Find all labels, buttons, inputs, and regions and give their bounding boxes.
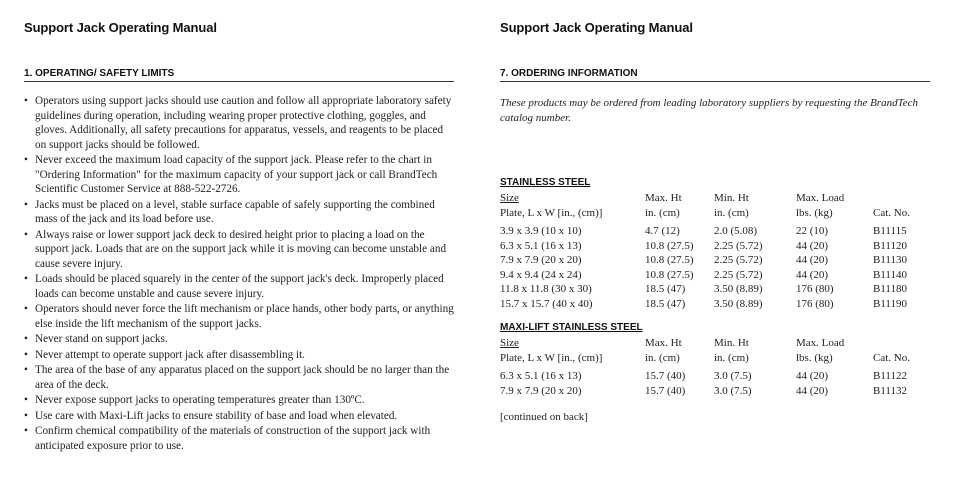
header-cell: Min. Ht (714, 337, 749, 349)
table-header-row (500, 336, 930, 351)
size-cell: 6.3 x 5.1 (16 x 13) (500, 239, 582, 252)
bullet-item: • Never expose support jacks to operating temperatures greater than 130ºC. (24, 393, 454, 408)
stainless-steel-table (500, 191, 930, 311)
cat-no-cell: B11132 (873, 384, 908, 397)
bullet-item: • Operators should never force the lift mechanism or place hands, other body parts, or anything else inside the lift mechanism of the support jacks. (24, 302, 454, 331)
max-load-cell: 44 (20) (796, 239, 829, 252)
bullet-item: • Use care with Maxi-Lift jacks to ensure stability of base and load when elevated. (24, 409, 454, 424)
header-cell: Plate, L x W [in., (cm)] (500, 206, 603, 219)
operating-safety-limits-heading: 1. OPERATING/ SAFETY LIMITS (24, 68, 454, 82)
cat-no-cell: B11122 (873, 370, 908, 382)
table-subheader-row (500, 351, 930, 366)
min-ht-cell: 2.25 (5.72) (714, 268, 763, 281)
max-ht-cell: 4.7 (12) (645, 225, 680, 237)
table-row (500, 369, 930, 384)
max-ht-cell: 18.5 (47) (645, 283, 686, 295)
table-row (500, 297, 930, 312)
cat-no-cell: B11120 (873, 239, 908, 252)
min-ht-cell: 3.0 (7.5) (714, 370, 752, 382)
size-cell: 11.8 x 11.8 (30 x 30) (500, 283, 592, 295)
min-ht-cell: 3.0 (7.5) (714, 384, 752, 397)
bullet-item: • Confirm chemical compatibility of the materials of construction of the support jack with anticipated exposure prior to use. (24, 424, 454, 453)
max-ht-cell: 15.7 (40) (645, 384, 686, 397)
header-cell: Max. Ht (645, 192, 682, 204)
max-ht-cell: 18.5 (47) (645, 297, 686, 310)
table-subheader-row (500, 206, 930, 221)
bullet-item: • The area of the base of any apparatus placed on the support jack should be no larger than the area of the deck. (24, 363, 454, 392)
maxi-lift-stainless-steel-heading: MAXI-LIFT STAINLESS STEEL (500, 322, 643, 333)
header-cell: Cat. No. (873, 351, 910, 364)
min-ht-cell: 3.50 (8.89) (714, 283, 763, 295)
min-ht-cell: 2.25 (5.72) (714, 254, 763, 266)
size-cell: 3.9 x 3.9 (10 x 10) (500, 225, 582, 237)
bullet-item: • Never attempt to operate support jack after disassembling it. (24, 348, 454, 363)
max-load-cell: 176 (80) (796, 297, 834, 310)
size-cell: 7.9 x 7.9 (20 x 20) (500, 254, 582, 266)
max-load-cell: 44 (20) (796, 268, 829, 281)
bullet-item: • Loads should be placed squarely in the center of the support jack's deck. Improperly placed loads can become unstable and cause severe injury. (24, 272, 454, 301)
header-cell: in. (cm) (714, 351, 749, 364)
max-load-cell: 44 (20) (796, 370, 829, 382)
ordering-intro-text: These products may be ordered from leading laboratory suppliers by requesting the BrandTech catalog number. (500, 97, 918, 124)
bullet-item: • Jacks must be placed on a level, stable surface capable of safely supporting the combined mass of the jack and its load before use. (24, 198, 454, 227)
size-cell: 15.7 x 15.7 (40 x 40) (500, 297, 593, 310)
header-cell: in. (cm) (645, 206, 680, 219)
maxi-lift-table (500, 336, 930, 398)
header-cell: lbs. (kg) (796, 206, 833, 219)
left-document-title: Support Jack Operating Manual (24, 20, 217, 35)
bullet-item: • Never exceed the maximum load capacity of the support jack. Please refer to the chart in "Ordering Information" for the maximum capacity of your support jack or call BrandTech Scientific Customer Service at 888-522-2726. (24, 153, 454, 197)
cat-no-cell: B11180 (873, 283, 908, 295)
cat-no-cell: B11140 (873, 268, 908, 281)
continued-note: [continued on back] (500, 411, 588, 423)
cat-no-cell: B11190 (873, 297, 908, 310)
header-cell: Cat. No. (873, 206, 910, 219)
bullet-item: • Operators using support jacks should use caution and follow all appropriate laboratory safety guidelines during operation, including wearing proper protective clothing, goggles, and gloves. Additionally, all safety precautions for apparatus, vessels, and reagents to be placed on support jacks should be followed. (24, 94, 454, 152)
size-cell: 9.4 x 9.4 (24 x 24) (500, 268, 582, 281)
bullet-item: • Never stand on support jacks. (24, 332, 454, 347)
right-document-title: Support Jack Operating Manual (500, 20, 693, 35)
min-ht-cell: 2.0 (5.08) (714, 225, 758, 237)
header-cell: Size (500, 337, 519, 349)
header-cell: Min. Ht (714, 192, 749, 204)
header-cell: Max. Load (796, 337, 845, 349)
min-ht-cell: 2.25 (5.72) (714, 239, 763, 252)
cat-no-cell: B11115 (873, 225, 907, 237)
max-ht-cell: 10.8 (27.5) (645, 254, 694, 266)
cat-no-cell: B11130 (873, 254, 908, 266)
table-row (500, 268, 930, 283)
stainless-steel-heading: STAINLESS STEEL (500, 177, 591, 188)
table-row (500, 384, 930, 399)
header-cell: Size (500, 192, 519, 204)
right-page (500, 0, 930, 477)
left-page (24, 0, 454, 477)
min-ht-cell: 3.50 (8.89) (714, 297, 763, 310)
bullet-item: • Always raise or lower support jack deck to desired height prior to placing a load on the support jack. Loads that are on the support jack while it is moving can become unstable and cause severe injury. (24, 228, 454, 272)
header-cell: Max. Load (796, 192, 845, 204)
header-cell: Max. Ht (645, 337, 682, 349)
max-ht-cell: 10.8 (27.5) (645, 268, 694, 281)
max-ht-cell: 15.7 (40) (645, 370, 686, 382)
header-cell: Plate, L x W [in., (cm)] (500, 351, 603, 364)
ordering-information-heading: 7. ORDERING INFORMATION (500, 68, 930, 82)
max-load-cell: 44 (20) (796, 254, 829, 266)
max-load-cell: 22 (10) (796, 225, 829, 237)
size-cell: 7.9 x 7.9 (20 x 20) (500, 384, 582, 397)
max-load-cell: 44 (20) (796, 384, 829, 397)
header-cell: lbs. (kg) (796, 351, 833, 364)
size-cell: 6.3 x 5.1 (16 x 13) (500, 370, 582, 382)
header-cell: in. (cm) (714, 206, 749, 219)
table-row (500, 253, 930, 268)
table-row (500, 224, 930, 239)
header-cell: in. (cm) (645, 351, 680, 364)
max-ht-cell: 10.8 (27.5) (645, 239, 694, 252)
table-row (500, 239, 930, 254)
max-load-cell: 176 (80) (796, 283, 834, 295)
table-header-row (500, 191, 930, 206)
safety-bullet-list (24, 94, 454, 454)
table-row (500, 282, 930, 297)
